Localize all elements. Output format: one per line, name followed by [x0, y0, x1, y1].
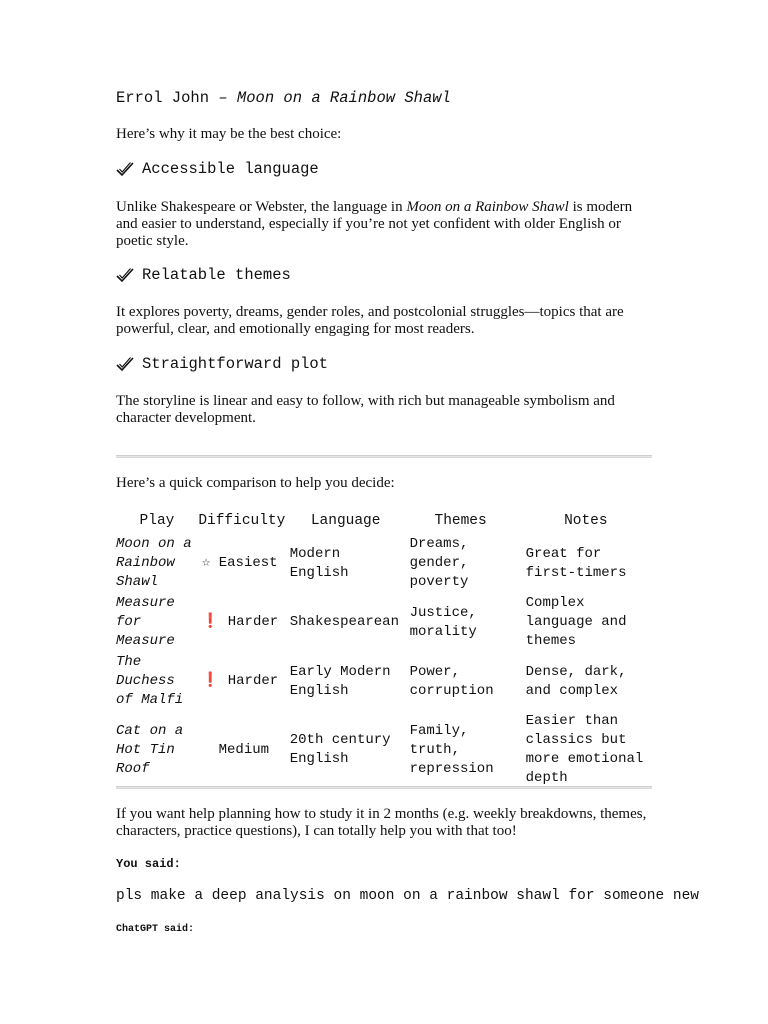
cell-language: Early Modern English [289, 663, 391, 699]
page-title [116, 89, 451, 107]
section-heading-label: Accessible language [142, 160, 319, 178]
comparison-intro: Here’s a quick comparison to help you decide: [116, 475, 395, 491]
closing-offer: If you want help planning how to study it in 2 months (e.g. weekly breakdowns, themes, characters, practice questions), I can totally help you with that too! [116, 806, 647, 839]
section-body-accessible-language [116, 199, 656, 250]
divider [116, 786, 652, 788]
table-row [116, 534, 656, 593]
column-header-difficulty: Difficulty [198, 512, 286, 529]
section-heading-accessible-language [116, 160, 319, 178]
section-body-straightforward-plot: The storyline is linear and easy to follow, with rich but manageable symbolism and character development. [116, 393, 615, 426]
cell-themes: Dreams, gender, poverty [409, 536, 469, 590]
check-icon [116, 267, 134, 283]
user-message: pls make a deep analysis on moon on a rainbow shawl for someone new [116, 888, 699, 904]
body-text: is modern and easier to understand, especially if you’re not yet confident with older English or poetic style. [116, 199, 633, 249]
check-icon [116, 356, 134, 372]
you-said-label: You said: [116, 857, 181, 871]
cell-play: Cat on a Hot Tin Roof [116, 722, 184, 777]
column-header-notes: Notes [564, 512, 608, 529]
cell-difficulty: ❗ Harder [201, 673, 279, 689]
title-play: Moon on a Rainbow Shawl [236, 89, 451, 107]
table-row [116, 593, 656, 652]
column-header-language: Language [310, 512, 381, 529]
table-header-row [116, 508, 656, 534]
body-text: Unlike Shakespeare or Webster, the language in [116, 199, 407, 215]
cell-themes: Power, corruption [409, 663, 494, 699]
comparison-table [116, 508, 656, 789]
column-header-themes: Themes [434, 512, 487, 529]
cell-difficulty: ❗ Harder [201, 614, 279, 630]
chatgpt-said-label: ChatGPT said: [116, 924, 195, 935]
table-row [116, 652, 656, 711]
cell-notes: Great for first-timers [525, 545, 627, 581]
section-heading-label: Straightforward plot [142, 355, 329, 373]
cell-language: Shakespearean [289, 614, 399, 630]
cell-language: Modern English [289, 545, 349, 581]
cell-play: The Duchess of Malfi [116, 654, 184, 708]
cell-language: 20th century English [289, 732, 391, 767]
cell-themes: Justice, morality [409, 604, 477, 640]
cell-notes: Dense, dark, and complex [525, 663, 627, 699]
section-heading-straightforward-plot [116, 355, 328, 373]
column-header-play: Play [139, 512, 175, 529]
cell-play: Moon on a Rainbow Shawl [116, 536, 192, 590]
section-heading-label: Relatable themes [142, 266, 291, 284]
intro-text: Here’s why it may be the best choice: [116, 126, 342, 142]
cell-play: Measure for Measure [116, 595, 175, 649]
title-author: Errol John – [116, 89, 237, 107]
cell-difficulty: Medium [218, 741, 270, 758]
check-icon [116, 161, 134, 177]
cell-notes: Easier than classics but more emotional depth [525, 713, 644, 786]
table-row [116, 711, 656, 789]
section-body-relatable-themes: It explores poverty, dreams, gender roles, and postcolonial struggles—topics that are powerful, clear, and emotionally engaging for most readers. [116, 304, 624, 337]
play-title-inline: Moon on a Rainbow Shawl [406, 199, 569, 215]
cell-difficulty: ☆ Easiest [201, 555, 278, 571]
cell-notes: Complex language and themes [525, 595, 627, 649]
divider [116, 455, 652, 457]
section-heading-relatable-themes [116, 266, 291, 284]
cell-themes: Family, truth, repression [409, 722, 494, 777]
